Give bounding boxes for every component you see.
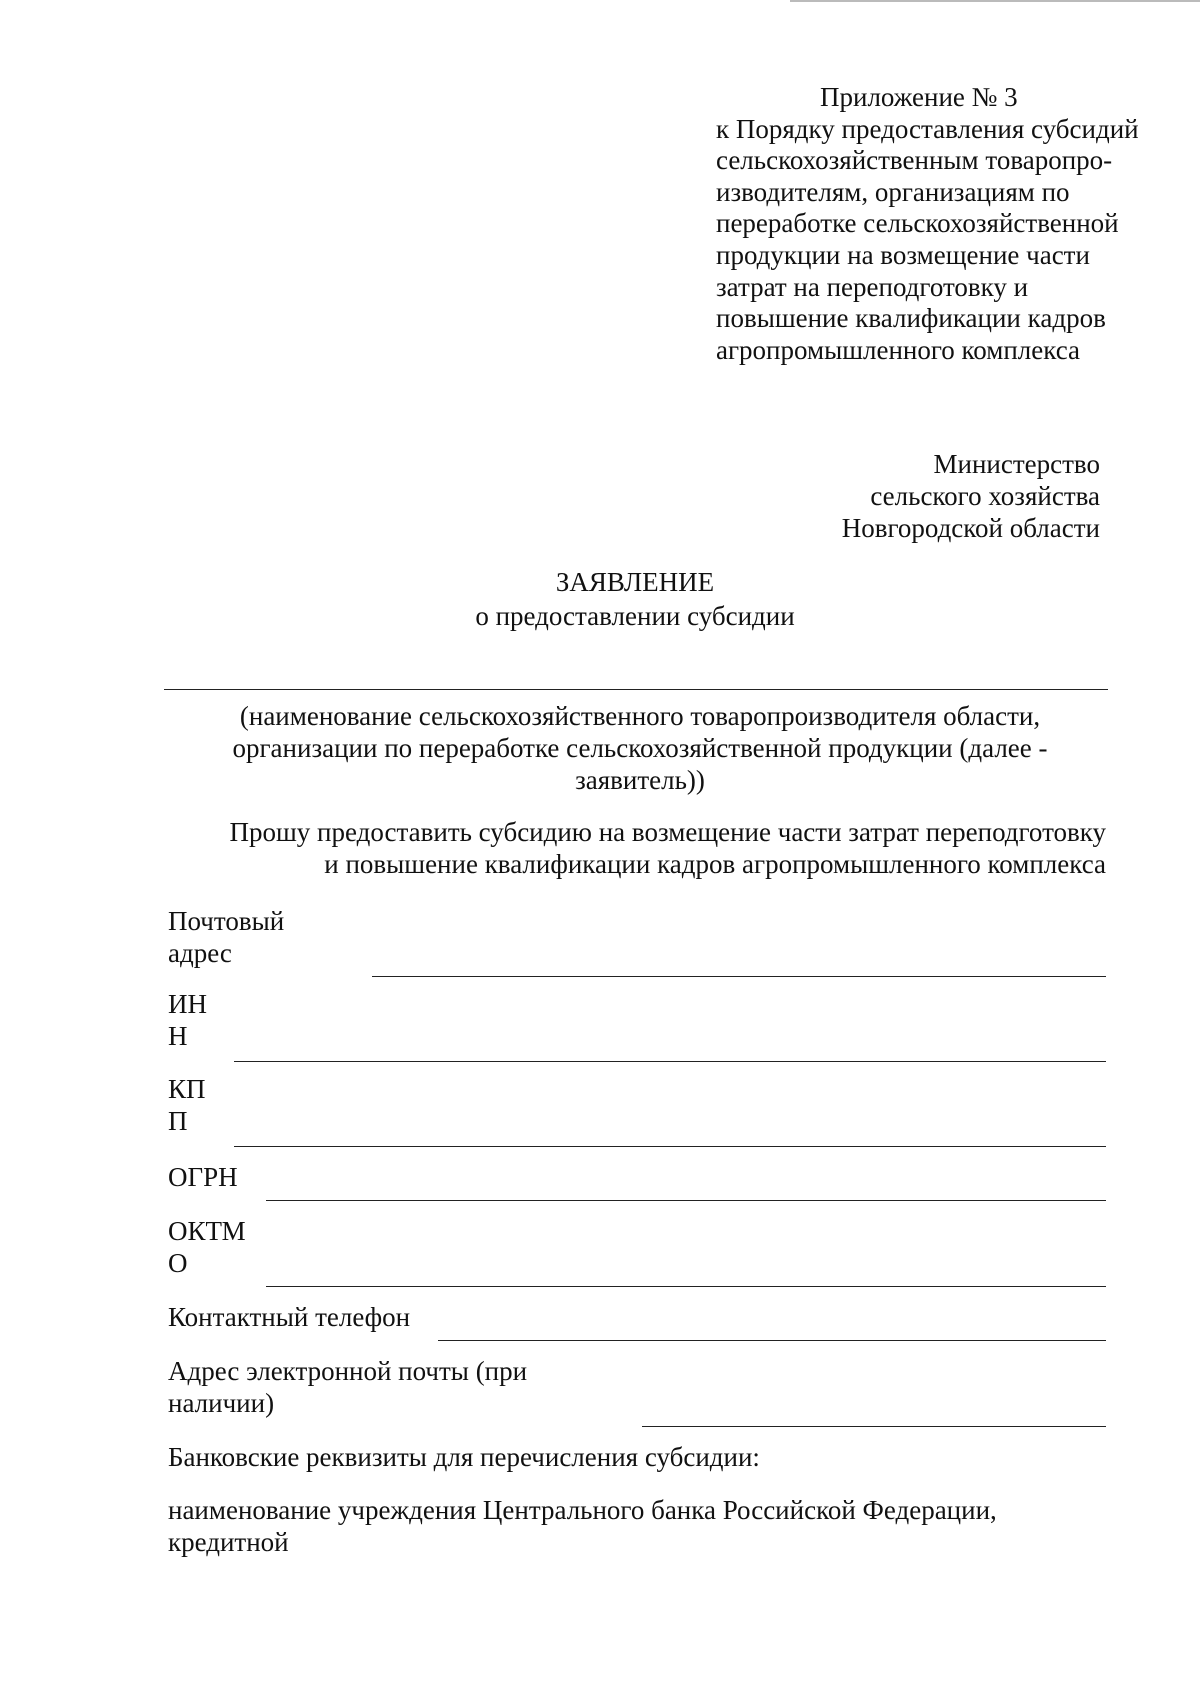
phone-field[interactable] xyxy=(438,1340,1106,1341)
label-line: наличии) xyxy=(168,1388,275,1418)
caption-line: заявитель)) xyxy=(575,765,705,795)
label-line: ИН xyxy=(168,989,207,1019)
document-title: ЗАЯВЛЕНИЕ xyxy=(555,567,715,597)
appendix-title: Приложение № 3 xyxy=(820,82,1018,112)
request-line: и повышение квалификации кадров агропромышленного комплекса xyxy=(324,849,1106,879)
label-line: Банковские реквизиты для перечисления субсидии: xyxy=(168,1442,760,1472)
label-line: адрес xyxy=(168,938,232,968)
ogrn-label xyxy=(168,1161,238,1193)
addressee-line: Министерство xyxy=(933,449,1100,479)
appendix-line: агропромышленного комплекса xyxy=(716,334,1080,365)
appendix-line: затрат на переподготовку и xyxy=(716,271,1029,302)
label-line: Н xyxy=(168,1021,188,1051)
addressee-block xyxy=(780,448,1100,544)
label-line: кредитной xyxy=(168,1527,289,1557)
scan-edge-mark xyxy=(790,0,1200,2)
appendix-line: изводителям, организациям по xyxy=(716,176,1070,207)
email-field[interactable] xyxy=(642,1426,1106,1427)
ogrn-field[interactable] xyxy=(266,1200,1106,1201)
postal-address-label xyxy=(168,905,284,969)
kpp-field[interactable] xyxy=(234,1146,1106,1147)
kpp-label xyxy=(168,1073,206,1137)
label-line: ОГРН xyxy=(168,1162,238,1192)
appendix-header xyxy=(716,82,1186,366)
label-line: Почтовый xyxy=(168,906,285,936)
appendix-line: переработке сельскохозяйственной xyxy=(716,208,1119,239)
bank-details-text xyxy=(168,1494,997,1558)
label-line: П xyxy=(168,1106,188,1136)
addressee-line: Новгородской области xyxy=(841,513,1100,543)
email-label xyxy=(168,1355,527,1419)
document-subtitle: о предоставлении субсидии xyxy=(475,601,795,631)
label-line: Контактный телефон xyxy=(168,1302,411,1332)
request-line: Прошу предоставить субсидию на возмещение части затрат переподготовку xyxy=(229,817,1106,847)
appendix-line: повышение квалификации кадров xyxy=(716,303,1106,334)
applicant-caption xyxy=(160,700,1120,796)
applicant-name-line[interactable] xyxy=(164,689,1108,690)
phone-label xyxy=(168,1301,410,1333)
oktmo-field[interactable] xyxy=(266,1286,1106,1287)
appendix-line: сельскохозяйственным товаропро- xyxy=(716,145,1113,176)
label-line: КП xyxy=(168,1074,206,1104)
label-line: наименование учреждения Центрального банка Российской Федерации, xyxy=(168,1495,997,1525)
request-paragraph xyxy=(170,816,1106,880)
addressee-line: сельского хозяйства xyxy=(870,481,1100,511)
caption-line: (наименование сельскохозяйственного товаропроизводителя области, xyxy=(239,701,1041,731)
label-line: О xyxy=(168,1248,188,1278)
inn-label xyxy=(168,988,207,1052)
label-line: ОКТМ xyxy=(168,1216,246,1246)
postal-address-field[interactable] xyxy=(372,976,1106,977)
appendix-line: к Порядку предоставления субсидий xyxy=(716,113,1139,144)
caption-line: организации по переработке сельскохозяйственной продукции (далее - xyxy=(232,733,1048,763)
oktmo-label xyxy=(168,1215,246,1279)
appendix-line: продукции на возмещение части xyxy=(716,239,1090,270)
bank-details-title xyxy=(168,1441,760,1473)
inn-field[interactable] xyxy=(234,1061,1106,1062)
label-line: Адрес электронной почты (при xyxy=(168,1356,528,1386)
